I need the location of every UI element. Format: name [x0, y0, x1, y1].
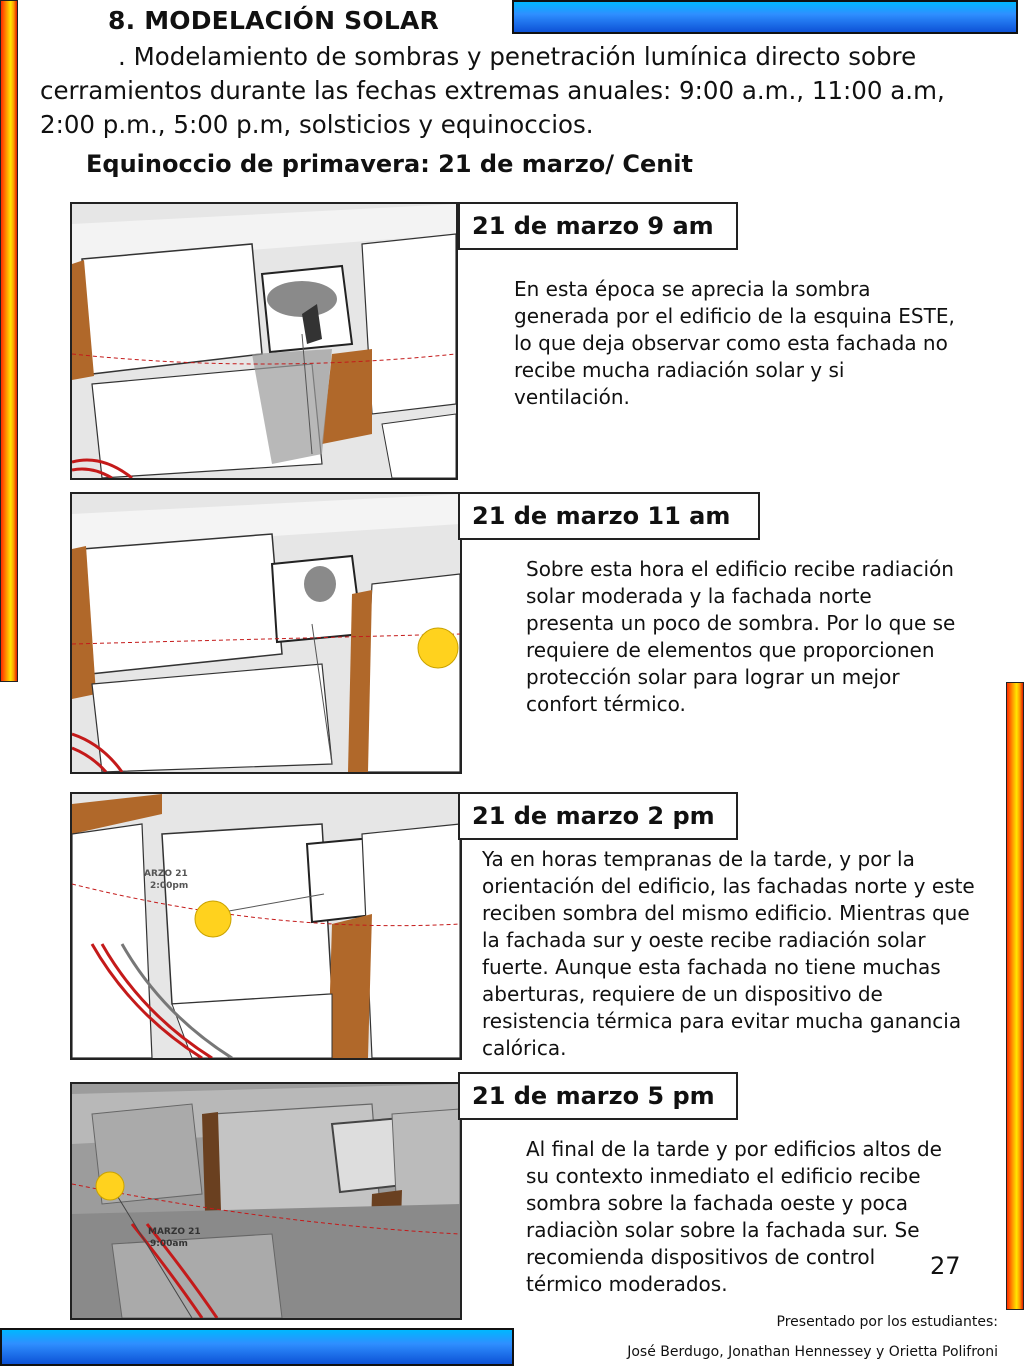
shadow-model-image-2pm — [70, 792, 462, 1060]
credit-line-1: Presentado por los estudiantes: — [776, 1314, 998, 1330]
page-number: 27 — [930, 1252, 961, 1280]
sun-tag-2pm-line1: ARZO 21 — [144, 869, 188, 879]
section-title: 8. MODELACIÓN SOLAR — [108, 6, 439, 35]
top-blue-bar — [512, 0, 1018, 34]
bottom-blue-bar — [0, 1328, 514, 1366]
shadow-model-image-11am — [70, 492, 462, 774]
panel-label-5pm: 21 de marzo 5 pm — [458, 1072, 738, 1120]
shadow-model-image-5pm — [70, 1082, 462, 1320]
panel-text-11am: Sobre esta hora el edificio recibe radiación solar moderada y la fachada norte presenta un poco de sombra. Por lo que se requiere de elementos que proporcionen protección solar para lograr un mejor confort térmico. — [526, 557, 956, 716]
subtitle: Equinoccio de primavera: 21 de marzo/ Cenit — [86, 150, 694, 178]
intro-paragraph: . Modelamiento de sombras y penetración lumínica directo sobre cerramientos durante las fechas extremas anuales: 9:00 a.m., 11:00 a.m, 2:00 p.m., 5:00 p.m, solsticios y equinoccios. — [40, 42, 945, 139]
panel-label-11am: 21 de marzo 11 am — [458, 492, 760, 540]
shadow-model-image-9am — [70, 202, 458, 480]
panel-text-5pm: Al final de la tarde y por edificios altos de su contexto inmediato el edificio recibe sombra sobre la fachada oeste y poca radiaciòn solar sobre la fachada sur. Se recomienda dispositivos de control térmico moderados. — [526, 1137, 942, 1296]
sun-tag-5pm-line1: MARZO 21 — [148, 1227, 201, 1237]
sun-tag-2pm-line2: 2:00pm — [150, 881, 189, 891]
sun-tag-5pm-line2: 9:00am — [150, 1239, 188, 1249]
credit-line-2: José Berdugo, Jonathan Hennessey y Orietta Polifroni — [627, 1344, 998, 1360]
panel-text-2pm: Ya en horas tempranas de la tarde, y por la orientación del edificio, las fachadas norte y este reciben sombra del mismo edificio. Mientras que la fachada sur y oeste recibe radiación solar fuerte. Aunque esta fachada no tiene muchas aberturas, requiere de un dispositivo de resistencia térmica para evitar mucha ganancia calórica. — [482, 847, 975, 1060]
right-gradient-bar — [1006, 682, 1024, 1310]
left-gradient-bar — [0, 0, 18, 682]
panel-label-9am: 21 de marzo 9 am — [458, 202, 738, 250]
panel-text-9am: En esta época se aprecia la sombra generada por el edificio de la esquina ESTE, lo que deja observar como esta fachada no recibe mucha radiación solar y si ventilación. — [514, 277, 955, 409]
panel-label-2pm: 21 de marzo 2 pm — [458, 792, 738, 840]
